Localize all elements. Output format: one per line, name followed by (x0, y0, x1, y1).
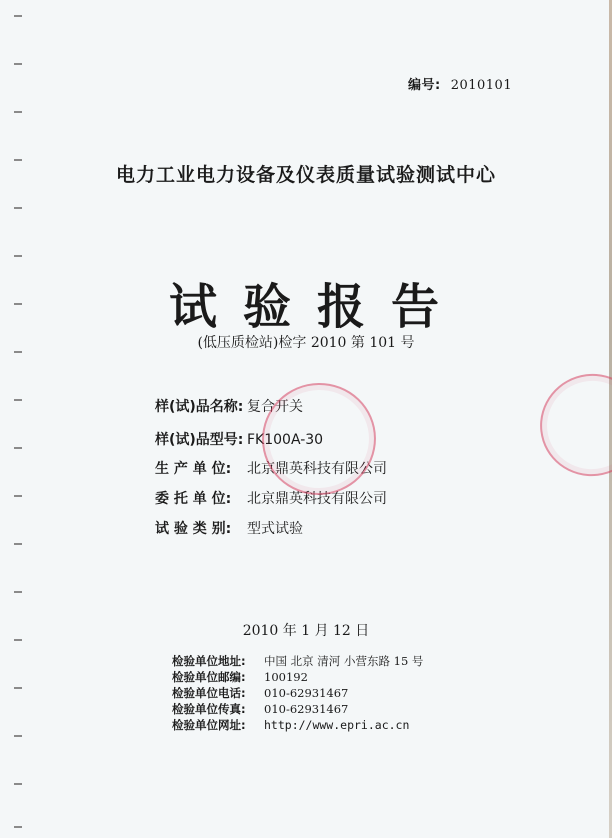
contact-value: 010-62931467 (264, 686, 349, 700)
contact-value: 100192 (264, 670, 308, 684)
field-value: 复合开关 (247, 399, 303, 415)
serial-value: 2010101 (450, 78, 513, 93)
contact-website (172, 717, 409, 733)
contact-phone (172, 685, 348, 701)
field-label: 委 托 单 位: (155, 491, 232, 507)
official-seal (252, 372, 387, 505)
contact-value: 010-62931467 (264, 702, 349, 716)
contact-label: 检验单位电话: (172, 686, 246, 700)
reference-number: (低压质检站)检字 2010 第 101 号 (197, 335, 415, 351)
contact-value: 中国 北京 清河 小营东路 15 号 (264, 654, 424, 668)
field-value: FK100A-30 (247, 432, 324, 448)
contact-value: http://www.epri.ac.cn (264, 718, 410, 732)
field-label: 试 验 类 别: (155, 521, 232, 537)
contact-label: 检验单位地址: (172, 654, 246, 668)
official-seal (527, 360, 612, 489)
contact-address (172, 653, 423, 669)
contact-label: 检验单位传真: (172, 702, 246, 716)
field-test-type (155, 518, 303, 538)
field-label: 样(试)品名称: (155, 399, 244, 415)
report-title: 试验报告 (168, 279, 465, 335)
field-value: 北京鼎英科技有限公司 (247, 491, 387, 507)
contact-label: 检验单位邮编: (172, 670, 246, 684)
contact-postcode (172, 669, 308, 685)
organization-name: 电力工业电力设备及仪表质量试验测试中心 (115, 164, 496, 186)
serial-label: 编号: (408, 78, 441, 93)
field-value: 北京鼎英科技有限公司 (247, 461, 387, 477)
field-label: 生 产 单 位: (155, 461, 232, 477)
contact-label: 检验单位网址: (172, 718, 246, 732)
contact-fax (172, 701, 348, 717)
serial-number (408, 74, 512, 93)
field-value: 型式试验 (247, 521, 303, 537)
field-client (155, 488, 387, 508)
field-label: 样(试)品型号: (155, 432, 244, 448)
binding-margin-ticks (14, 0, 26, 838)
report-date: 2010 年 1 月 12 日 (242, 623, 370, 639)
